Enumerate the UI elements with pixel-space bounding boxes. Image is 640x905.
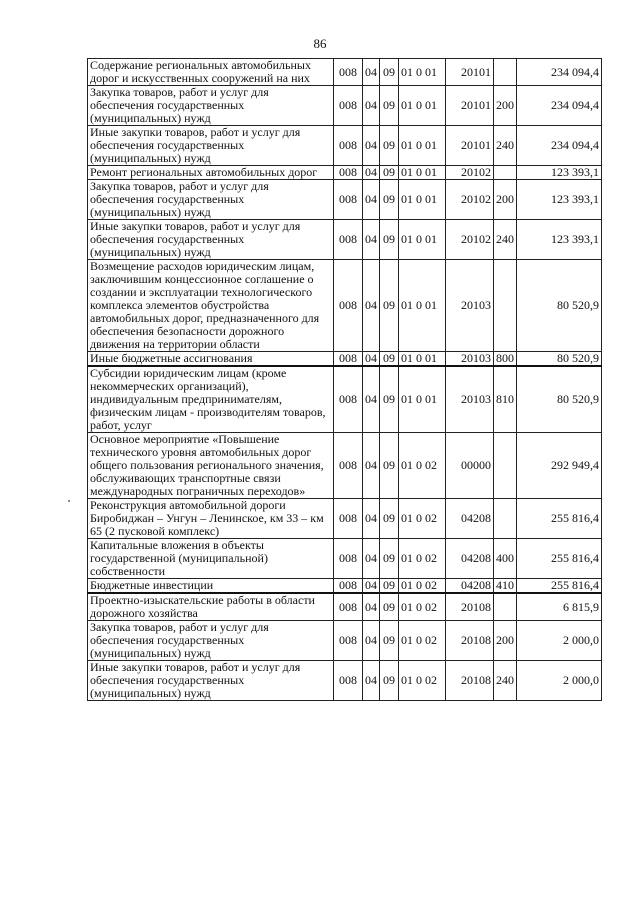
subsection-code-cell: 09 — [380, 180, 399, 220]
direction-code-cell: 20102 — [446, 220, 494, 260]
program-code-cell: 01 0 02 — [399, 621, 446, 661]
section-code-cell: 04 — [363, 433, 380, 499]
section-code-cell: 04 — [363, 579, 380, 594]
row-name-cell: Содержание региональных автомобильных дорог и искусственных сооружений на них — [88, 59, 334, 86]
amount-cell: 123 393,1 — [517, 166, 602, 180]
page-number: 86 — [313, 36, 327, 51]
direction-code-cell: 20103 — [446, 352, 494, 367]
ved-code-cell: 008 — [334, 220, 363, 260]
row-name-cell: Капитальные вложения в объекты государственной (муниципальной) собственности — [88, 539, 334, 579]
table-row — [88, 366, 602, 433]
amount-cell: 2 000,0 — [517, 661, 602, 701]
expense-type-code-cell: 410 — [494, 579, 517, 594]
program-code-cell: 01 0 01 — [399, 126, 446, 166]
table-row — [88, 539, 602, 579]
direction-code-cell: 20101 — [446, 86, 494, 126]
subsection-code-cell: 09 — [380, 661, 399, 701]
amount-cell: 234 094,4 — [517, 59, 602, 86]
subsection-code-cell: 09 — [380, 126, 399, 166]
table-row — [88, 86, 602, 126]
subsection-code-cell: 09 — [380, 59, 399, 86]
row-name-cell: Иные закупки товаров, работ и услуг для обеспечения государственных (муниципальных) нужд — [88, 220, 334, 260]
row-name-cell: Иные закупки товаров, работ и услуг для обеспечения государственных (муниципальных) нужд — [88, 661, 334, 701]
program-code-cell: 01 0 02 — [399, 499, 446, 539]
row-name-cell: Бюджетные инвестиции — [88, 579, 334, 594]
direction-code-cell: 04208 — [446, 579, 494, 594]
amount-cell: 255 816,4 — [517, 539, 602, 579]
program-code-cell: 01 0 01 — [399, 260, 446, 352]
amount-cell: 255 816,4 — [517, 499, 602, 539]
program-code-cell: 01 0 02 — [399, 539, 446, 579]
amount-cell: 123 393,1 — [517, 220, 602, 260]
expense-type-code-cell: 200 — [494, 86, 517, 126]
direction-code-cell: 20108 — [446, 621, 494, 661]
section-code-cell: 04 — [363, 260, 380, 352]
ved-code-cell: 008 — [334, 166, 363, 180]
subsection-code-cell: 09 — [380, 86, 399, 126]
program-code-cell: 01 0 02 — [399, 661, 446, 701]
row-name-cell: Проектно-изыскательские работы в области дорожного хозяйства — [88, 593, 334, 621]
scan-dot — [68, 500, 70, 502]
direction-code-cell: 20103 — [446, 366, 494, 433]
section-code-cell: 04 — [363, 539, 380, 579]
section-code-cell: 04 — [363, 59, 380, 86]
subsection-code-cell: 09 — [380, 352, 399, 367]
direction-code-cell: 20101 — [446, 126, 494, 166]
program-code-cell: 01 0 01 — [399, 59, 446, 86]
direction-code-cell: 04208 — [446, 499, 494, 539]
row-name-cell: Закупка товаров, работ и услуг для обеспечения государственных (муниципальных) нужд — [88, 621, 334, 661]
subsection-code-cell: 09 — [380, 166, 399, 180]
direction-code-cell: 20102 — [446, 166, 494, 180]
direction-code-cell: 20108 — [446, 593, 494, 621]
direction-code-cell: 20101 — [446, 59, 494, 86]
ved-code-cell: 008 — [334, 126, 363, 166]
section-code-cell: 04 — [363, 220, 380, 260]
section-code-cell: 04 — [363, 352, 380, 367]
table-row — [88, 352, 602, 367]
amount-cell: 80 520,9 — [517, 352, 602, 367]
expense-type-code-cell — [494, 499, 517, 539]
row-name-cell: Основное мероприятие «Повышение технического уровня автомобильных дорог общего пользования регионального значения, обслуживающих транспортные связи международных пограничных переходов» — [88, 433, 334, 499]
ved-code-cell: 008 — [334, 499, 363, 539]
amount-cell: 6 815,9 — [517, 593, 602, 621]
ved-code-cell: 008 — [334, 579, 363, 594]
table-row — [88, 499, 602, 539]
table-row — [88, 180, 602, 220]
table-row — [88, 579, 602, 594]
ved-code-cell: 008 — [334, 433, 363, 499]
table-row — [88, 220, 602, 260]
expense-type-code-cell: 200 — [494, 180, 517, 220]
ved-code-cell: 008 — [334, 593, 363, 621]
expense-type-code-cell — [494, 260, 517, 352]
row-name-cell: Иные бюджетные ассигнования — [88, 352, 334, 367]
section-code-cell: 04 — [363, 593, 380, 621]
program-code-cell: 01 0 01 — [399, 352, 446, 367]
subsection-code-cell: 09 — [380, 366, 399, 433]
table-row — [88, 433, 602, 499]
subsection-code-cell: 09 — [380, 579, 399, 594]
table-row — [88, 593, 602, 621]
ved-code-cell: 008 — [334, 260, 363, 352]
table-row — [88, 661, 602, 701]
subsection-code-cell: 09 — [380, 593, 399, 621]
direction-code-cell: 04208 — [446, 539, 494, 579]
program-code-cell: 01 0 02 — [399, 579, 446, 594]
section-code-cell: 04 — [363, 180, 380, 220]
amount-cell: 234 094,4 — [517, 86, 602, 126]
row-name-cell: Закупка товаров, работ и услуг для обеспечения государственных (муниципальных) нужд — [88, 180, 334, 220]
row-name-cell: Субсидии юридическим лицам (кроме некоммерческих организаций), индивидуальным предпринимателям, физическим лицам - производителям товаров, работ, услуг — [88, 366, 334, 433]
subsection-code-cell: 09 — [380, 433, 399, 499]
direction-code-cell: 20103 — [446, 260, 494, 352]
budget-table-body — [88, 59, 602, 701]
ved-code-cell: 008 — [334, 621, 363, 661]
section-code-cell: 04 — [363, 661, 380, 701]
ved-code-cell: 008 — [334, 366, 363, 433]
ved-code-cell: 008 — [334, 661, 363, 701]
direction-code-cell: 20102 — [446, 180, 494, 220]
section-code-cell: 04 — [363, 86, 380, 126]
table-row — [88, 166, 602, 180]
budget-table — [87, 58, 602, 701]
table-row — [88, 621, 602, 661]
amount-cell: 234 094,4 — [517, 126, 602, 166]
program-code-cell: 01 0 01 — [399, 180, 446, 220]
table-row — [88, 126, 602, 166]
expense-type-code-cell: 240 — [494, 220, 517, 260]
section-code-cell: 04 — [363, 126, 380, 166]
subsection-code-cell: 09 — [380, 260, 399, 352]
expense-type-code-cell — [494, 166, 517, 180]
program-code-cell: 01 0 01 — [399, 166, 446, 180]
row-name-cell: Возмещение расходов юридическим лицам, заключившим концессионное соглашение о создании и эксплуатации технологического комплекса элементов обустройства автомобильных дорог, предназначенного для обеспечения безопасности дорожного движения на территории области — [88, 260, 334, 352]
direction-code-cell: 20108 — [446, 661, 494, 701]
row-name-cell: Иные закупки товаров, работ и услуг для обеспечения государственных (муниципальных) нужд — [88, 126, 334, 166]
table-row — [88, 59, 602, 86]
section-code-cell: 04 — [363, 621, 380, 661]
expense-type-code-cell: 200 — [494, 621, 517, 661]
section-code-cell: 04 — [363, 166, 380, 180]
expense-type-code-cell — [494, 59, 517, 86]
table-row — [88, 260, 602, 352]
amount-cell: 80 520,9 — [517, 260, 602, 352]
ved-code-cell: 008 — [334, 86, 363, 126]
program-code-cell: 01 0 02 — [399, 593, 446, 621]
amount-cell: 123 393,1 — [517, 180, 602, 220]
subsection-code-cell: 09 — [380, 539, 399, 579]
expense-type-code-cell: 800 — [494, 352, 517, 367]
subsection-code-cell: 09 — [380, 220, 399, 260]
expense-type-code-cell: 240 — [494, 126, 517, 166]
row-name-cell: Ремонт региональных автомобильных дорог — [88, 166, 334, 180]
amount-cell: 80 520,9 — [517, 366, 602, 433]
amount-cell: 292 949,4 — [517, 433, 602, 499]
expense-type-code-cell — [494, 593, 517, 621]
direction-code-cell: 00000 — [446, 433, 494, 499]
section-code-cell: 04 — [363, 366, 380, 433]
row-name-cell: Реконструкция автомобильной дороги Биробиджан – Унгун – Ленинское, км 33 – км 65 (2 пусковой комплекс) — [88, 499, 334, 539]
ved-code-cell: 008 — [334, 352, 363, 367]
expense-type-code-cell — [494, 433, 517, 499]
subsection-code-cell: 09 — [380, 621, 399, 661]
program-code-cell: 01 0 01 — [399, 86, 446, 126]
ved-code-cell: 008 — [334, 539, 363, 579]
program-code-cell: 01 0 01 — [399, 366, 446, 433]
ved-code-cell: 008 — [334, 59, 363, 86]
amount-cell: 2 000,0 — [517, 621, 602, 661]
program-code-cell: 01 0 02 — [399, 433, 446, 499]
expense-type-code-cell: 240 — [494, 661, 517, 701]
row-name-cell: Закупка товаров, работ и услуг для обеспечения государственных (муниципальных) нужд — [88, 86, 334, 126]
amount-cell: 255 816,4 — [517, 579, 602, 594]
program-code-cell: 01 0 01 — [399, 220, 446, 260]
ved-code-cell: 008 — [334, 180, 363, 220]
section-code-cell: 04 — [363, 499, 380, 539]
subsection-code-cell: 09 — [380, 499, 399, 539]
expense-type-code-cell: 400 — [494, 539, 517, 579]
expense-type-code-cell: 810 — [494, 366, 517, 433]
